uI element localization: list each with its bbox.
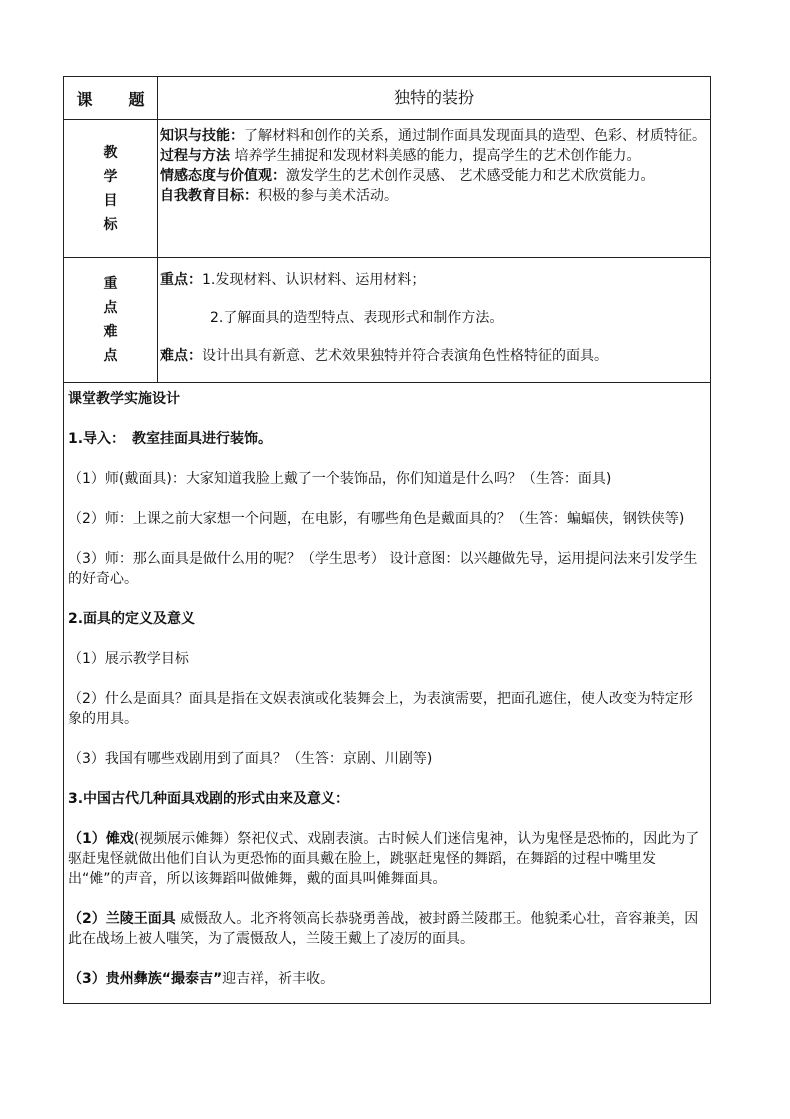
teaching-design — [64, 383, 710, 1003]
title-row — [64, 77, 710, 120]
key-item-1: 1.发现材料、认识材料、运用材料； — [202, 272, 426, 288]
section-2-item-1: （1）展示教学目标 — [68, 651, 189, 667]
title-label — [64, 77, 158, 119]
section-3-item-1 — [68, 829, 706, 889]
knowledge-text: 了解材料和创作的关系，通过制作面具发现面具的造型、色彩、材质特征。 — [244, 128, 706, 144]
key-point-1 — [160, 270, 708, 290]
goals-content — [158, 120, 710, 257]
keypoints-label — [64, 258, 158, 382]
nuo-opera-text: (视频展示傩舞）祭祀仪式、戏剧表演。古时候人们迷信鬼神，认为鬼怪是恐怖的，因此为了驱赶鬼怪就做出他们自认为更恐怖的面具戴在脸上，跳驱赶鬼怪的舞蹈，在舞蹈的过程中嘴里发出“傩”的声音，所以该舞蹈叫做傩舞，戴的面具叫傩舞面具。 — [68, 831, 700, 887]
emotion-text: 激发学生的艺术创作灵感、 艺术感受能力和艺术欣赏能力。 — [286, 168, 655, 184]
keypoints-row — [64, 258, 710, 383]
emotion-goal — [160, 166, 708, 186]
lesson-title: 独特的装扮 — [393, 88, 474, 107]
section-2-item-3: （3）我国有哪些戏剧用到了面具？（生答：京剧、川剧等) — [68, 751, 433, 767]
keypoints-label-char: 点 — [103, 300, 118, 316]
goals-label — [64, 120, 158, 257]
goals-label-char: 目 — [103, 192, 118, 209]
lanling-mask-text: 威慑敌人。北齐将领高长恭骁勇善战，被封爵兰陵郡王。他貌柔心壮，音容兼美，因此在战场上被人嗤笑，为了震慑敌人，兰陵王戴上了凌厉的面具。 — [68, 911, 699, 947]
nuo-opera-label: （1）傩戏 — [68, 831, 134, 847]
process-goal — [160, 146, 708, 166]
goals-row — [64, 120, 710, 258]
knowledge-label: 知识与技能： — [160, 128, 244, 144]
difficult-point — [160, 346, 708, 366]
lanling-mask-label: （2）兰陵王面具 — [68, 911, 176, 927]
section-1-item-1: （1）师(戴面具)：大家知道我脸上戴了一个装饰品，你们知道是什么吗？（生答：面具) — [68, 471, 612, 487]
goals-label-char: 学 — [103, 168, 118, 185]
keypoints-label-char: 点 — [103, 348, 118, 364]
goals-label-char: 标 — [103, 216, 118, 233]
section-3-item-3 — [68, 969, 706, 989]
cuotaiji-text: 迎吉祥，祈丰收。 — [222, 971, 335, 987]
section-3-item-2 — [68, 909, 706, 949]
difficult-text: 设计出具有新意、艺术效果独特并符合表演角色性格特征的面具。 — [202, 348, 608, 364]
section-1-item-3: （3）师：那么面具是做什么用的呢？（学生思考） 设计意图：以兴趣做先导，运用提问法来引发学生的好奇心。 — [68, 551, 698, 587]
self-education-goal — [160, 186, 708, 206]
keypoints-label-char: 难 — [103, 324, 118, 340]
keypoints-label-char: 重 — [103, 276, 118, 292]
title-label-char: 课 — [76, 89, 93, 109]
keypoints-content — [158, 258, 710, 382]
self-label: 自我教育目标： — [160, 188, 258, 204]
self-text: 积极的参与美术活动。 — [258, 188, 398, 204]
difficult-label: 难点： — [160, 348, 202, 364]
section-2-item-2: （2）什么是面具？面具是指在文娱表演或化装舞会上，为表演需要，把面孔遮住，使人改变为特定形象的用具。 — [68, 691, 693, 727]
section-2-title: 2.面具的定义及意义 — [68, 611, 196, 627]
design-heading: 课堂教学实施设计 — [68, 391, 180, 407]
knowledge-goal — [160, 126, 708, 146]
section-1-title: 1.导入： 教室挂面具进行装饰。 — [68, 431, 273, 447]
goals-label-char: 教 — [103, 144, 118, 161]
title-label-char: 题 — [128, 89, 145, 109]
section-3-title: 3.中国古代几种面具戏剧的形式由来及意义： — [68, 791, 350, 807]
cuotaiji-label: （3）贵州彝族“撮泰吉” — [68, 971, 223, 987]
lesson-plan-table — [63, 76, 711, 1004]
process-text: 培养学生捕捉和发现材料美感的能力，提高学生的艺术创作能力。 — [234, 148, 641, 164]
process-label: 过程与方法 — [160, 148, 230, 164]
emotion-label: 情感态度与价值观： — [160, 168, 286, 184]
key-label: 重点： — [160, 272, 202, 288]
key-point-2: 2.了解面具的造型特点、表现形式和制作方法。 — [210, 310, 504, 326]
section-1-item-2: （2）师：上课之前大家想一个问题，在电影，有哪些角色是戴面具的？（生答：蝙蝠侠，钢铁侠等) — [68, 511, 685, 527]
